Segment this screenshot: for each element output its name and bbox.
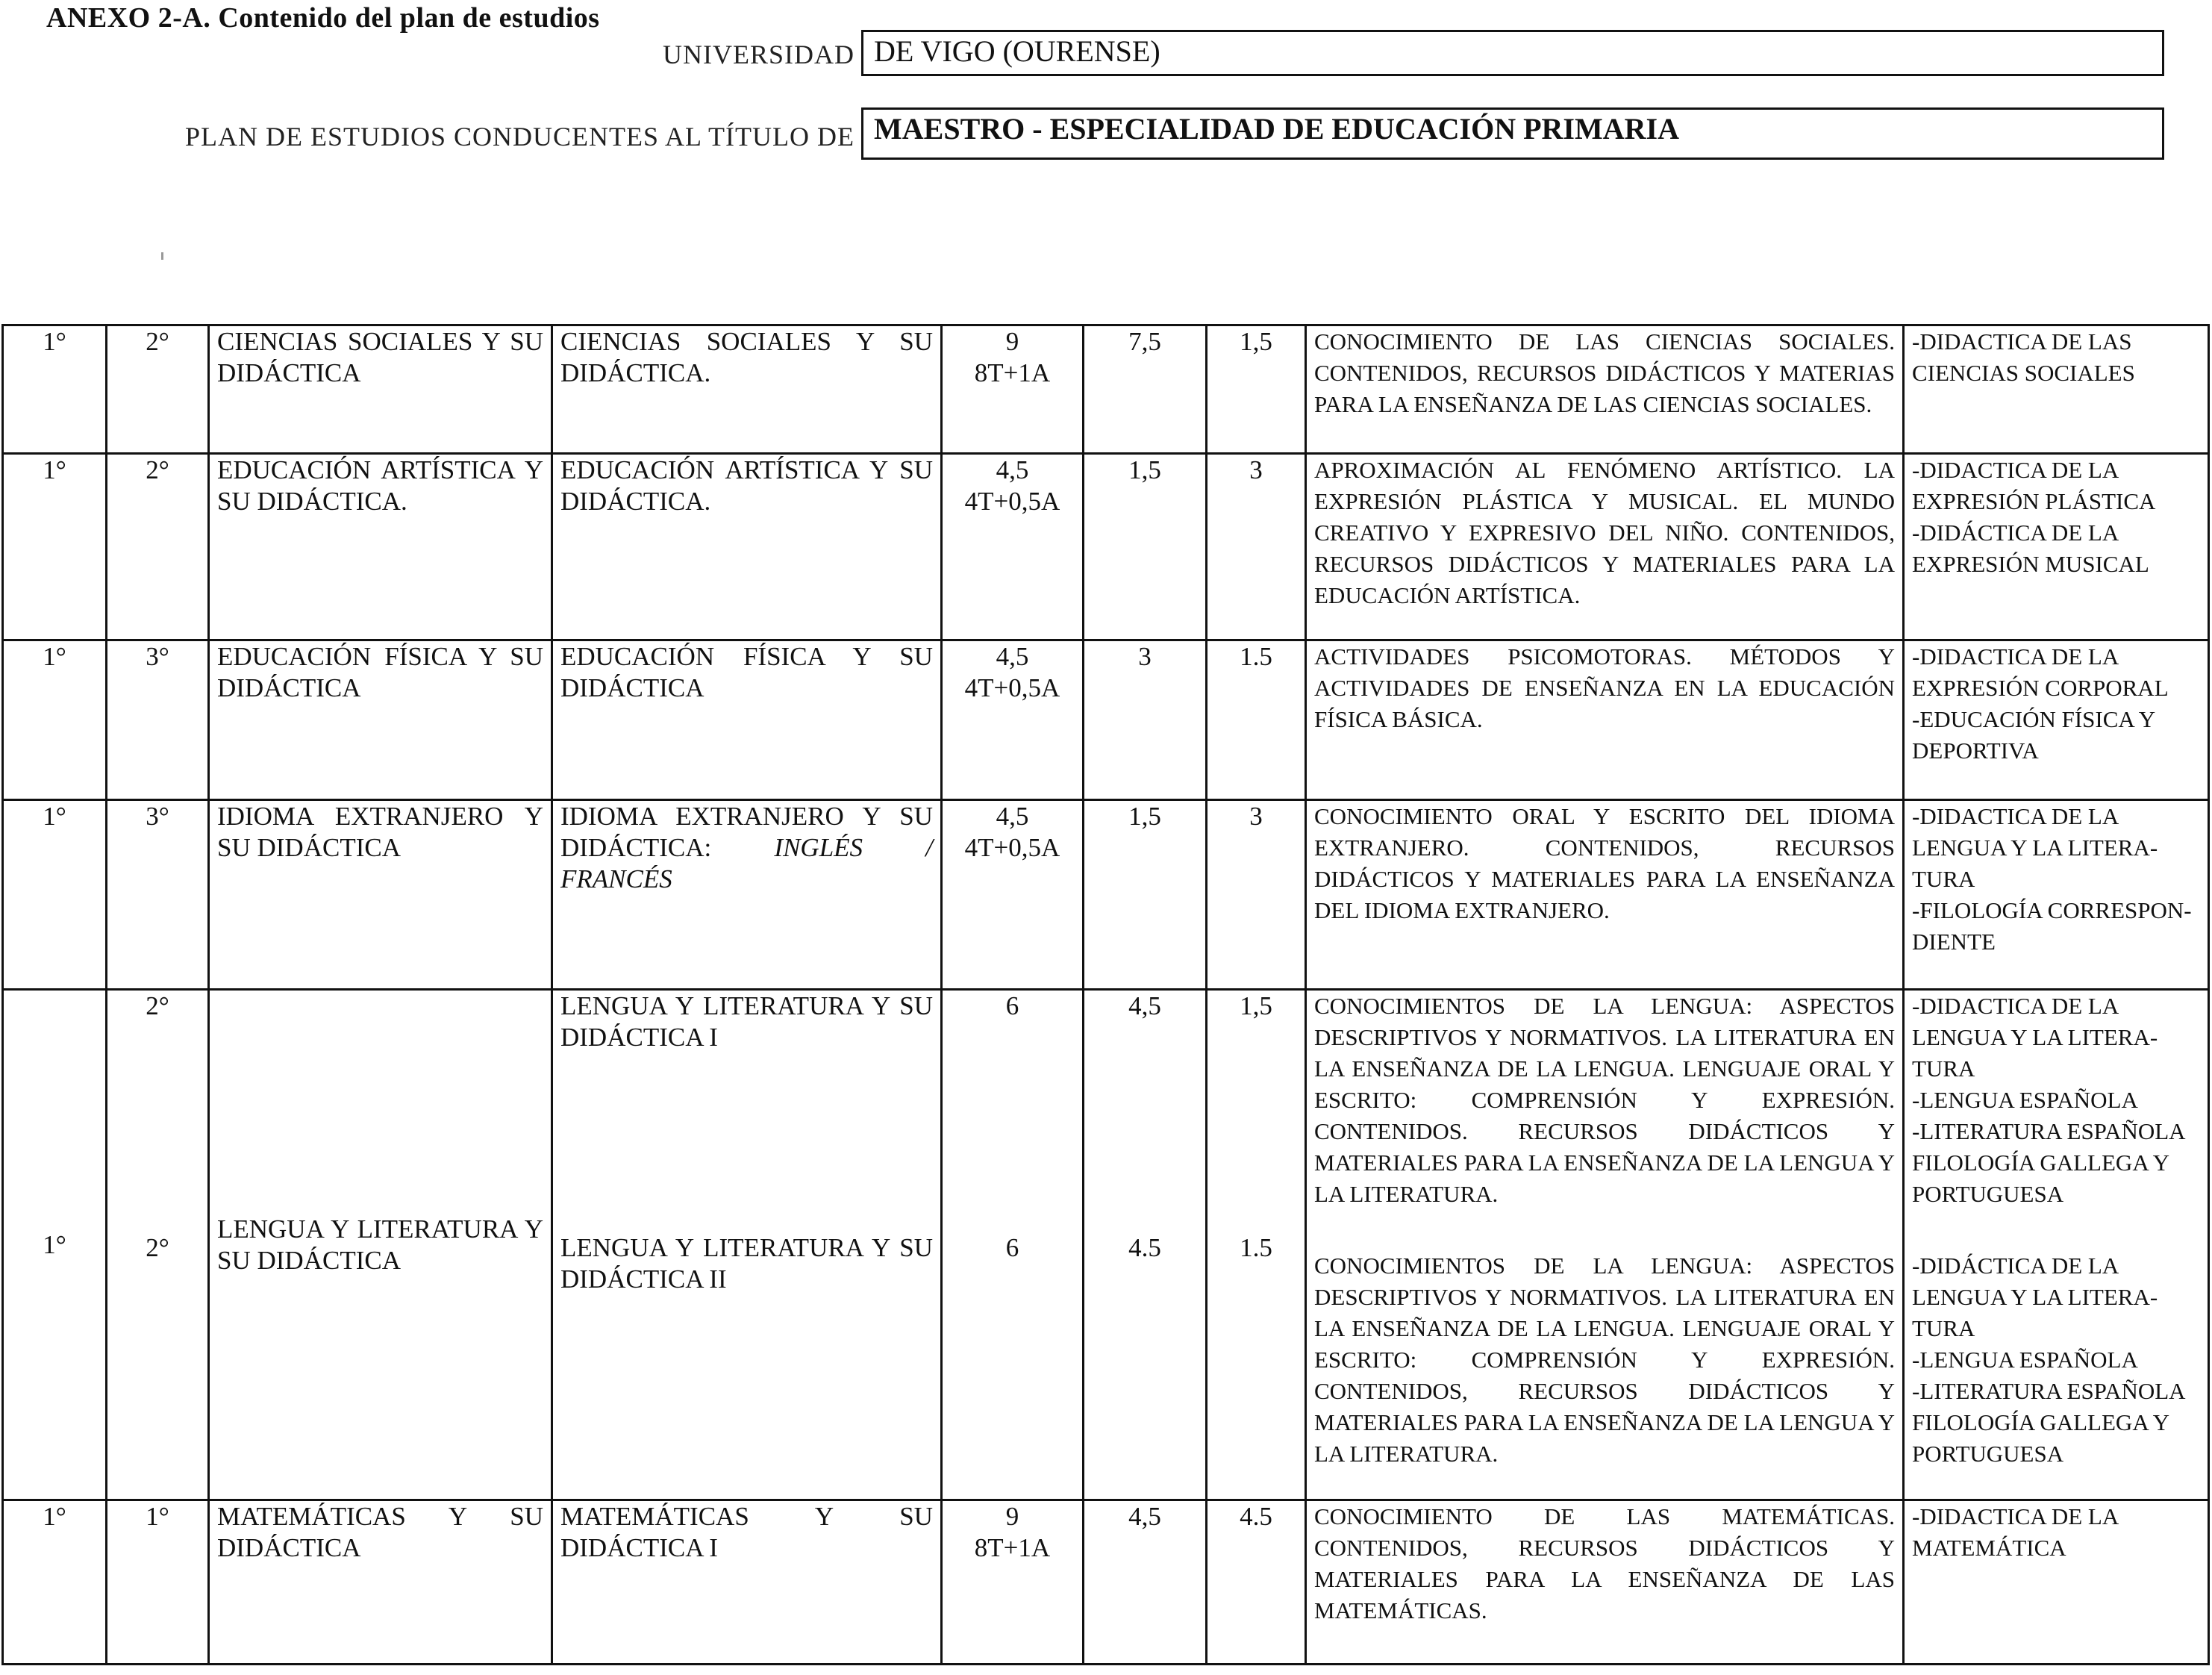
cycle-cell: 1°: [3, 640, 107, 800]
table-row: [3, 800, 2209, 990]
cycle-cell: 1°: [3, 800, 107, 990]
total-credits: 9: [1005, 1502, 1019, 1531]
contents-part: CONOCIMIENTOS DE LA LENGUA: ASPECTOS DESCRIPTIVOS Y NORMATIVOS. LA LITERATURA EN LA ENSEÑANZA DE LA LENGUA. LENGUAJE ORAL Y ESCRITO: COMPRENSIÓN Y EXPRESIÓN. CONTENIDOS, RECURSOS DIDÁCTICOS Y MATERIALES PARA LA ENSEÑANZA DE LA LENGUA Y LA LITERATURA.: [1314, 1253, 1895, 1467]
total-credits-cell: [942, 1500, 1084, 1665]
subject-cell: [552, 990, 942, 1500]
course-cell: [107, 990, 209, 1500]
course-cell: 1°: [107, 1500, 209, 1665]
areas-part: [1912, 991, 2200, 1210]
knowledge-area: -FILOLOGÍA CORRESPON-DIENTE: [1912, 897, 2192, 955]
total-credits: 4,5: [996, 802, 1029, 831]
contents-cell: CONOCIMIENTO DE LAS CIENCIAS SOCIALES. CONTENIDOS, RECURSOS DIDÁCTICOS Y MATERIAS PARA LA ENSEÑANZA DE LAS CIENCIAS SOCIALES.: [1306, 325, 1904, 454]
theory-credits-cell: 7,5: [1084, 325, 1207, 454]
practice-credits-cell: 3: [1207, 454, 1306, 640]
total-credits: 4,5: [996, 455, 1029, 484]
knowledge-area: -DIDACTICA DE LA EXPRESIÓN PLÁSTICA: [1912, 457, 2156, 514]
table-row: [3, 1500, 2209, 1665]
credits-breakdown: 8T+1A: [974, 358, 1051, 387]
total-credits: 9: [1005, 327, 1019, 356]
credits-breakdown: 4T+0,5A: [964, 487, 1060, 516]
cycle-cell: 1°: [3, 454, 107, 640]
practice-credits-cell: 3: [1207, 800, 1306, 990]
subject-name: EDUCACIÓN FÍSICA Y SU DIDÁCTICA: [560, 642, 933, 702]
contents-cell: CONOCIMIENTO ORAL Y ESCRITO DEL IDIOMA EXTRANJERO. CONTENIDOS, RECURSOS DIDÁCTICOS Y MATERIALES PARA LA ENSEÑANZA DEL IDIOMA EXTRANJERO.: [1306, 800, 1904, 990]
subject-area-cell: EDUCACIÓN FÍSICA Y SU DIDÁCTICA: [209, 640, 552, 800]
contents-cell: APROXIMACIÓN AL FENÓMENO ARTÍSTICO. LA EXPRESIÓN PLÁSTICA Y MUSICAL. EL MUNDO CREATIVO Y EXPRESIVO DEL NIÑO. CONTENIDOS, RECURSOS DIDÁCTICOS Y MATERIALES PARA LA EDUCACIÓN ARTÍSTICA.: [1306, 454, 1904, 640]
practice-credits-cell: 1.5: [1207, 640, 1306, 800]
theory-credits-cell: [1084, 990, 1207, 1500]
course-cell: 2°: [107, 454, 209, 640]
subject-area-cell: MATEMÁTICAS Y SU DIDÁCTICA: [209, 1500, 552, 1665]
subject-cell: [552, 325, 942, 454]
areas-cell: [1904, 990, 2209, 1500]
table-row: [3, 454, 2209, 640]
subject-name: CIENCIAS SOCIALES Y SU DIDÁCTICA.: [560, 327, 933, 387]
course-cell: 3°: [107, 640, 209, 800]
areas-cell: [1904, 800, 2209, 990]
theory-credits-cell: 3: [1084, 640, 1207, 800]
total-credits-part: 6: [1005, 1233, 1019, 1262]
theory-credits-cell: 1,5: [1084, 454, 1207, 640]
study-plan-table: [1, 324, 2210, 1665]
knowledge-area: -LENGUA ESPAÑOLA: [1912, 1087, 2138, 1113]
total-credits-cell: [942, 325, 1084, 454]
subject-area-cell: CIENCIAS SOCIALES Y SU DIDÁCTICA: [209, 325, 552, 454]
knowledge-area: -DIDACTICA DE LAS CIENCIAS SOCIALES: [1912, 328, 2135, 386]
theory-credits-part: 4,5: [1128, 991, 1161, 1020]
contents-cell: CONOCIMIENTO DE LAS MATEMÁTICAS. CONTENIDOS, RECURSOS DIDÁCTICOS Y MATERIALES PARA LA ENSEÑANZA DE LAS MATEMÁTICAS.: [1306, 1500, 1904, 1665]
areas-cell: [1904, 454, 2209, 640]
subject-cell: [552, 454, 942, 640]
knowledge-area: -DIDÁCTICA DE LA EXPRESIÓN MUSICAL: [1912, 520, 2149, 577]
knowledge-area: -LENGUA ESPAÑOLA: [1912, 1347, 2138, 1373]
total-credits-cell: [942, 640, 1084, 800]
areas-cell: [1904, 325, 2209, 454]
knowledge-area: FILOLOGÍA GALLEGA Y PORTUGUESA: [1912, 1409, 2169, 1467]
knowledge-area: -DIDACTICA DE LA EXPRESIÓN CORPORAL: [1912, 643, 2169, 701]
knowledge-area: -DIDACTICA DE LA LENGUA Y LA LITERA-TURA: [1912, 993, 2158, 1082]
subject-area-cell: EDUCACIÓN ARTÍSTICA Y SU DIDÁCTICA.: [209, 454, 552, 640]
table-row: [3, 640, 2209, 800]
credits-breakdown: 8T+1A: [974, 1533, 1051, 1562]
course-part: 2°: [146, 991, 169, 1020]
practice-credits-part: 1,5: [1240, 991, 1272, 1020]
theory-credits-cell: 4,5: [1084, 1500, 1207, 1665]
areas-part: [1912, 1250, 2200, 1470]
areas-cell: [1904, 640, 2209, 800]
subject-part: LENGUA Y LITERATURA Y SU DIDÁCTICA I: [560, 991, 933, 1052]
knowledge-area: -EDUCACIÓN FÍSICA Y DEPORTIVA: [1912, 706, 2155, 764]
total-credits-cell: [942, 454, 1084, 640]
table-row: [3, 325, 2209, 454]
knowledge-area: FILOLOGÍA GALLEGA Y PORTUGUESA: [1912, 1150, 2169, 1207]
scan-mark: [161, 252, 163, 260]
total-credits-part: 6: [1005, 991, 1019, 1020]
university-label: UNIVERSIDAD: [663, 40, 855, 69]
course-cell: 2°: [107, 325, 209, 454]
contents-part: CONOCIMIENTOS DE LA LENGUA: ASPECTOS DESCRIPTIVOS Y NORMATIVOS. LA LITERATURA EN LA ENSEÑANZA DE LA LENGUA. LENGUAJE ORAL Y ESCRITO: COMPRENSIÓN Y EXPRESIÓN. CONTENIDOS. RECURSOS DIDÁCTICOS Y MATERIALES PARA LA ENSEÑANZA DE LA LENGUA Y LA LITERATURA.: [1314, 993, 1895, 1207]
cycle-cell: 1°: [3, 1500, 107, 1665]
subject-language-options: INGLÉS / FRANCÉS: [560, 833, 933, 893]
subject-part: LENGUA Y LITERATURA Y SU DIDÁCTICA II: [560, 1233, 933, 1294]
subject-cell: [552, 800, 942, 990]
credits-breakdown: 4T+0,5A: [964, 673, 1060, 702]
credits-breakdown: 4T+0,5A: [964, 833, 1060, 862]
annex-title: ANEXO 2-A. Contenido del plan de estudios: [46, 2, 600, 34]
total-credits-cell: [942, 800, 1084, 990]
theory-credits-cell: 1,5: [1084, 800, 1207, 990]
contents-cell: ACTIVIDADES PSICOMOTORAS. MÉTODOS Y ACTIVIDADES DE ENSEÑANZA EN LA EDUCACIÓN FÍSICA BÁSICA.: [1306, 640, 1904, 800]
subject-name: IDIOMA EXTRANJERO Y SU DIDÁCTICA:: [560, 802, 933, 862]
knowledge-area: -DIDÁCTICA DE LA LENGUA Y LA LITERA-TURA: [1912, 1253, 2158, 1341]
subject-cell: [552, 1500, 942, 1665]
knowledge-area: -DIDACTICA DE LA MATEMÁTICA: [1912, 1503, 2118, 1561]
cycle-cell: 1°: [3, 325, 107, 454]
plan-label: PLAN DE ESTUDIOS CONDUCENTES AL TÍTULO DE: [185, 122, 855, 152]
table-row: [3, 990, 2209, 1500]
university-field: DE VIGO (OURENSE): [861, 30, 2164, 76]
subject-cell: [552, 640, 942, 800]
plan-title-field: MAESTRO - ESPECIALIDAD DE EDUCACIÓN PRIMARIA: [861, 107, 2164, 160]
contents-cell: [1306, 990, 1904, 1500]
subject-name: MATEMÁTICAS Y SU DIDÁCTICA I: [560, 1502, 933, 1562]
subject-area-cell: LENGUA Y LITERATURA Y SU DIDÁCTICA: [209, 990, 552, 1500]
theory-credits-part: 4.5: [1128, 1233, 1161, 1262]
knowledge-area: -LITERATURA ESPAÑOLA: [1912, 1118, 2186, 1144]
areas-cell: [1904, 1500, 2209, 1665]
practice-credits-cell: 1,5: [1207, 325, 1306, 454]
subject-name: EDUCACIÓN ARTÍSTICA Y SU DIDÁCTICA.: [560, 455, 933, 516]
course-part: 2°: [146, 1233, 169, 1262]
practice-credits-cell: 4.5: [1207, 1500, 1306, 1665]
practice-credits-part: 1.5: [1240, 1233, 1272, 1262]
knowledge-area: -LITERATURA ESPAÑOLA: [1912, 1378, 2186, 1404]
course-cell: 3°: [107, 800, 209, 990]
total-credits: 4,5: [996, 642, 1029, 671]
cycle-cell: 1°: [3, 990, 107, 1500]
subject-area-cell: IDIOMA EXTRANJERO Y SU DIDÁCTICA: [209, 800, 552, 990]
knowledge-area: -DIDACTICA DE LA LENGUA Y LA LITERA-TURA: [1912, 803, 2158, 892]
practice-credits-cell: [1207, 990, 1306, 1500]
total-credits-cell: [942, 990, 1084, 1500]
